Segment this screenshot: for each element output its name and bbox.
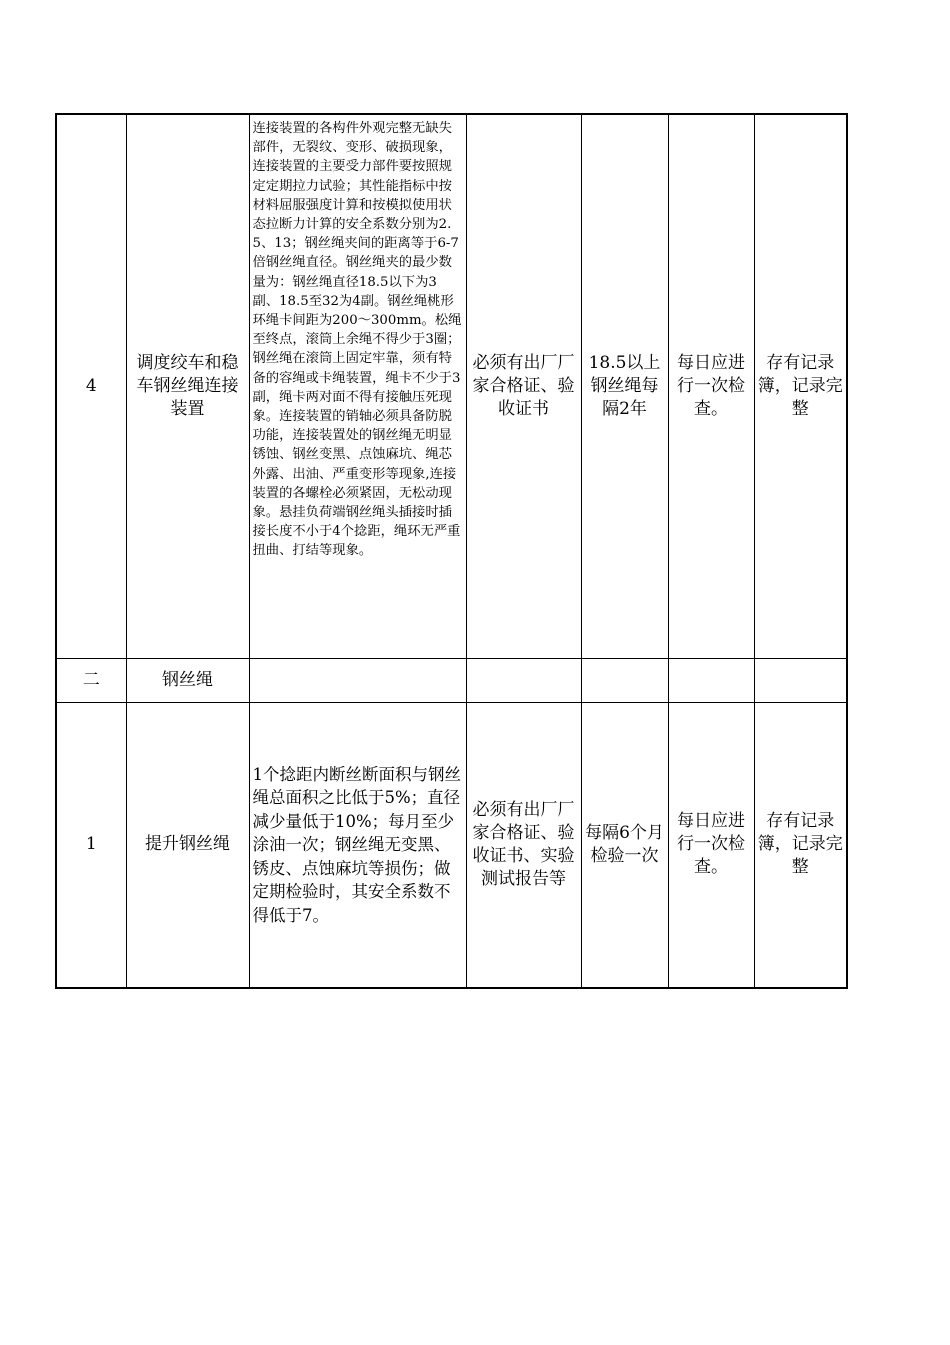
- item-cell: [126, 114, 249, 658]
- record-cell: [754, 114, 847, 658]
- section-row: [56, 658, 847, 702]
- standard-cell: [249, 702, 466, 988]
- table-row: [56, 114, 847, 658]
- section-title: 钢丝绳: [162, 669, 213, 690]
- certificate-cell: [466, 114, 581, 658]
- row-number: 1: [85, 834, 97, 855]
- test-cycle-cell: [581, 658, 668, 702]
- section-title-cell: [126, 658, 249, 702]
- section-number-cell: [56, 658, 126, 702]
- inspection-cell: [668, 702, 754, 988]
- record-text: 存有记录簿，记录完整: [757, 352, 843, 419]
- standard-text: 连接装置的各构件外观完整无缺失部件，无裂纹、变形、破损现象，连接装置的主要受力部件要按照规定定期拉力试验；其性能指标中按材料屈服强度计算和按模拟使用状态拉断力计算的安全系数分别为2.5、13；钢丝绳夹间的距离等于6-7倍钢丝绳直径。钢丝绳夹的最少数量为：钢丝绳直径18.5以下为3副、18.5至32为4副。钢丝绳桃形环绳卡间距为200～300mm。松绳至终点，滚筒上余绳不得少于3圈；钢丝绳在滚筒上固定牢靠，须有特备的容绳或卡绳装置，绳卡不少于3副，绳卡两对面不得有接触压死现象。连接装置的销轴必须具备防脱功能，连接装置处的钢丝绳无明显锈蚀、钢丝变黑、点蚀麻坑、绳芯外露、出油、严重变形等现象,连接装置的各螺栓必须紧固，无松动现象。悬挂负荷端钢丝绳头插接时插接长度不小于4个捻距，绳环无严重扭曲、打结等现象。: [252, 121, 462, 559]
- record-text: 存有记录簿，记录完整: [757, 811, 843, 878]
- test-cycle-text: 18.5以上钢丝绳每隔2年: [588, 352, 661, 419]
- certificate-cell: [466, 702, 581, 988]
- inspection-cell: [668, 114, 754, 658]
- row-number-cell: [56, 702, 126, 988]
- inspection-cell: [668, 658, 754, 702]
- item-cell: [126, 702, 249, 988]
- standard-cell: [249, 114, 466, 658]
- test-cycle-cell: [581, 702, 668, 988]
- row-number: 4: [85, 375, 97, 396]
- standard-cell: [249, 658, 466, 702]
- record-cell: [754, 658, 847, 702]
- inspection-table: [55, 113, 848, 989]
- certificate-cell: [466, 658, 581, 702]
- inspection-text: 每日应进行一次检查。: [677, 352, 745, 419]
- inspection-text: 每日应进行一次检查。: [677, 811, 745, 878]
- section-number: 二: [82, 669, 100, 690]
- standard-text: 1个捻距内断丝断面积与钢丝绳总面积之比低于5%；直径减少量低于10%；每月至少涂油一次；钢丝绳无变黑、锈皮、点蚀麻坑等损伤；做定期检验时，其安全系数不得低于7。: [252, 764, 461, 925]
- test-cycle-cell: [581, 114, 668, 658]
- record-cell: [754, 702, 847, 988]
- item-name: 调度绞车和稳车钢丝绳连接装置: [136, 352, 239, 419]
- certificate-text: 必须有出厂厂家合格证、验收证书、实验测试报告等: [472, 799, 575, 889]
- test-cycle-text: 每隔6个月检验一次: [585, 822, 664, 866]
- certificate-text: 必须有出厂厂家合格证、验收证书: [472, 352, 575, 419]
- table-row: [56, 702, 847, 988]
- item-name: 提升钢丝绳: [145, 834, 230, 855]
- row-number-cell: [56, 114, 126, 658]
